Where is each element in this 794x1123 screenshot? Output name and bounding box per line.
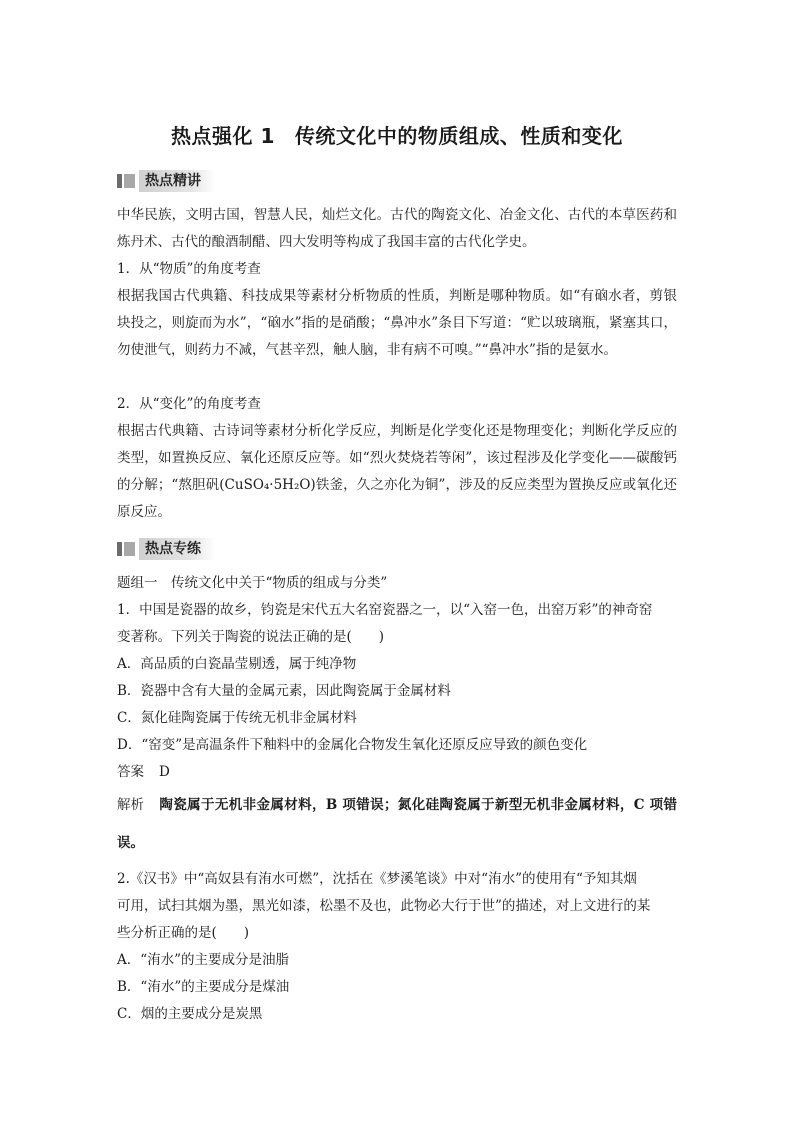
point2-paragraph: 根据古代典籍、古诗词等素材分析化学反应，判断是化学变化还是物理变化；判断化学反应的类型，如置换反应、氧化还原反应等。如“烈火焚烧若等闲”，该过程涉及化学变化——碳酸钙的分解；“熬胆矾(CuSO₄·5H₂O)铁釜，久之亦化为铜”，涉及的反应类型为置换反应或氧化还原反应。 <box>117 423 677 520</box>
group-title: 题组一 传统文化中关于“物质的组成与分类” <box>117 575 388 591</box>
q1-option-d: D．“窑变”是高温条件下釉料中的金属化合物发生氧化还原反应导致的颜色变化 <box>117 737 588 753</box>
title-part1: 热点强化 1 <box>171 124 275 148</box>
section-heading-label: 热点精讲 <box>139 170 215 192</box>
q1-stem-line2: 变著称。下列关于陶瓷的说法正确的是( ) <box>117 629 385 645</box>
q1-answer <box>117 759 677 786</box>
q1-option-c: C．氮化硅陶瓷属于传统无机非金属材料 <box>117 710 357 726</box>
page-title <box>0 120 794 149</box>
q1-option-a: A．高品质的白瓷晶莹剔透，属于纯净物 <box>117 656 357 672</box>
intro-paragraph: 中华民族，文明古国，智慧人民，灿烂文化。古代的陶瓷文化、冶金文化、古代的本草医药和炼丹术、古代的酿酒制醋、四大发明等构成了我国丰富的古代化学史。 <box>117 207 677 250</box>
answer-label: 答案 <box>117 764 144 780</box>
section-heading-practice <box>117 538 215 560</box>
q1-analysis <box>117 786 677 862</box>
section-marker-icon <box>117 174 135 188</box>
section-heading-label: 热点专练 <box>139 538 215 560</box>
answer-value: D <box>159 764 170 780</box>
point1-title: 1．从“物质”的角度考查 <box>117 261 261 277</box>
analysis-text: 陶瓷属于无机非金属材料，B 项错误；氮化硅陶瓷属于新型无机非金属材料，C 项错误。 <box>117 797 677 851</box>
section-heading-key-points <box>117 170 215 192</box>
point1-paragraph: 根据我国古代典籍、科技成果等素材分析物质的性质，判断是哪种物质。如“有硇水者，剪银块投之，则旋而为水”，“硇水”指的是硝酸；“鼻冲水”条目下写道：“贮以玻璃瓶，紧塞其口，勿使泄气，则药力不减，气甚辛烈，触人脑，非有病不可嗅。”“鼻冲水”指的是氨水。 <box>117 288 677 358</box>
q2-option-c: C．烟的主要成分是炭黑 <box>117 1006 263 1022</box>
q1-option-b: B．瓷器中含有大量的金属元素，因此陶瓷属于金属材料 <box>117 683 451 699</box>
q2-option-b: B．“洧水”的主要成分是煤油 <box>117 979 290 995</box>
analysis-label: 解析 <box>117 797 144 813</box>
point2-title: 2．从“变化”的角度考查 <box>117 396 261 412</box>
q2-stem-line3: 些分析正确的是( ) <box>117 925 250 941</box>
q2-option-a: A．“洧水”的主要成分是油脂 <box>117 952 290 968</box>
q1-stem-line1: 1．中国是瓷器的故乡，钧瓷是宋代五大名窑瓷器之一，以“入窑一色，出窑万彩”的神奇窑 <box>117 602 653 618</box>
q2-stem-line2: 可用，试扫其烟为墨，黑光如漆，松墨不及也，此物必大行于世”的描述，对上文进行的某 <box>117 898 651 914</box>
title-part2: 传统文化中的物质组成、性质和变化 <box>294 124 623 148</box>
q2-stem-line1: 2.《汉书》中“高奴县有洧水可燃”，沈括在《梦溪笔谈》中对“洧水”的使用有“予知其烟 <box>117 871 637 887</box>
section-marker-icon <box>117 542 135 556</box>
